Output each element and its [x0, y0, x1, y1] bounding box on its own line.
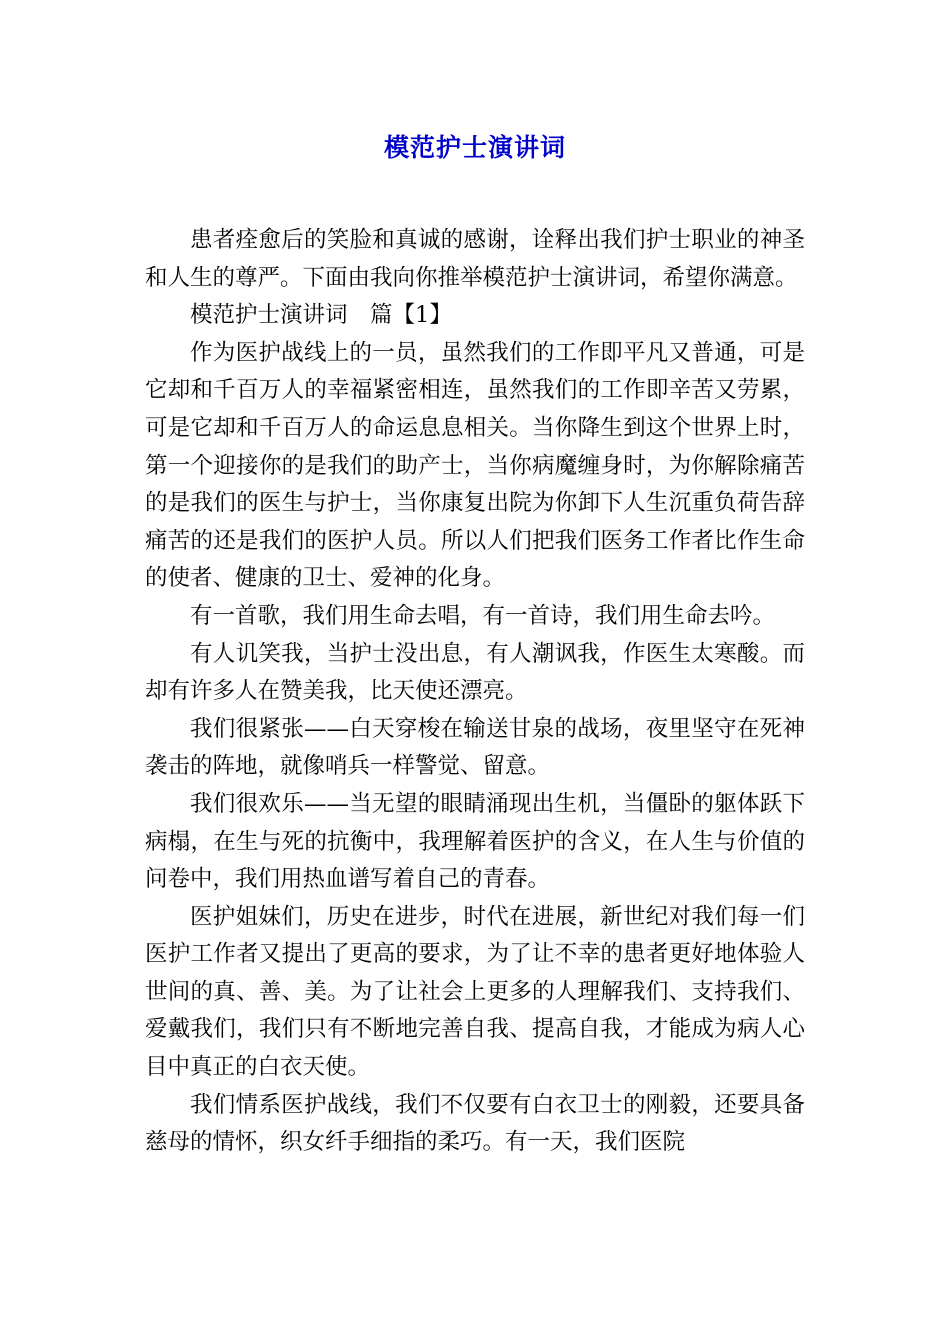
- paragraph: 作为医护战线上的一员，虽然我们的工作即平凡又普通，可是它却和千百万人的幸福紧密相连，虽然我们的工作即辛苦又劳累，可是它却和千百万人的命运息息相关。当你降生到这个世界上时，第一个迎接你的是我们的助产士，当你病魔缠身时，为你解除痛苦的是我们的医生与护士，当你康复出院为你卸下人生沉重负荷告辞痛苦的还是我们的医护人员。所以人们把我们医务工作者比作生命的使者、健康的卫士、爱神的化身。: [145, 339, 805, 592]
- paragraph: 我们情系医护战线，我们不仅要有白衣卫士的刚毅，还要具备慈母的情怀，织女纤手细指的柔巧。有一天，我们医院: [145, 1091, 805, 1156]
- paragraph: 医护姐妹们，历史在进步，时代在进展，新世纪对我们每一们医护工作者又提出了更高的要求，为了让不幸的患者更好地体验人世间的真、善、美。为了让社会上更多的人理解我们、支持我们、爱戴我们，我们只有不断地完善自我、提高自我，才能成为病人心目中真正的白衣天使。: [145, 903, 805, 1081]
- paragraph: 我们很欢乐——当无望的眼睛涌现出生机，当僵卧的躯体跃下病榻，在生与死的抗衡中，我理解着医护的含义，在人生与价值的问卷中，我们用热血谱写着自己的青春。: [145, 790, 805, 893]
- paragraph: 我们很紧张——白天穿梭在输送甘泉的战场，夜里坚守在死神袭击的阵地，就像哨兵一样警觉、留意。: [145, 715, 805, 780]
- document-title: 模范护士演讲词: [383, 133, 566, 162]
- document-body: [145, 222, 805, 1162]
- paragraph: 有一首歌，我们用生命去唱，有一首诗，我们用生命去吟。: [190, 602, 776, 629]
- paragraph: 有人讥笑我，当护士没出息，有人潮讽我，作医生太寒酸。而却有许多人在赞美我，比天使还漂亮。: [145, 640, 805, 705]
- paragraph-intro: 患者痊愈后的笑脸和真诚的感谢，诠释出我们护士职业的神圣和人生的尊严。下面由我向你推举模范护士演讲词，希望你满意。: [145, 227, 805, 291]
- section-heading: 模范护士演讲词 篇【1】: [190, 302, 452, 329]
